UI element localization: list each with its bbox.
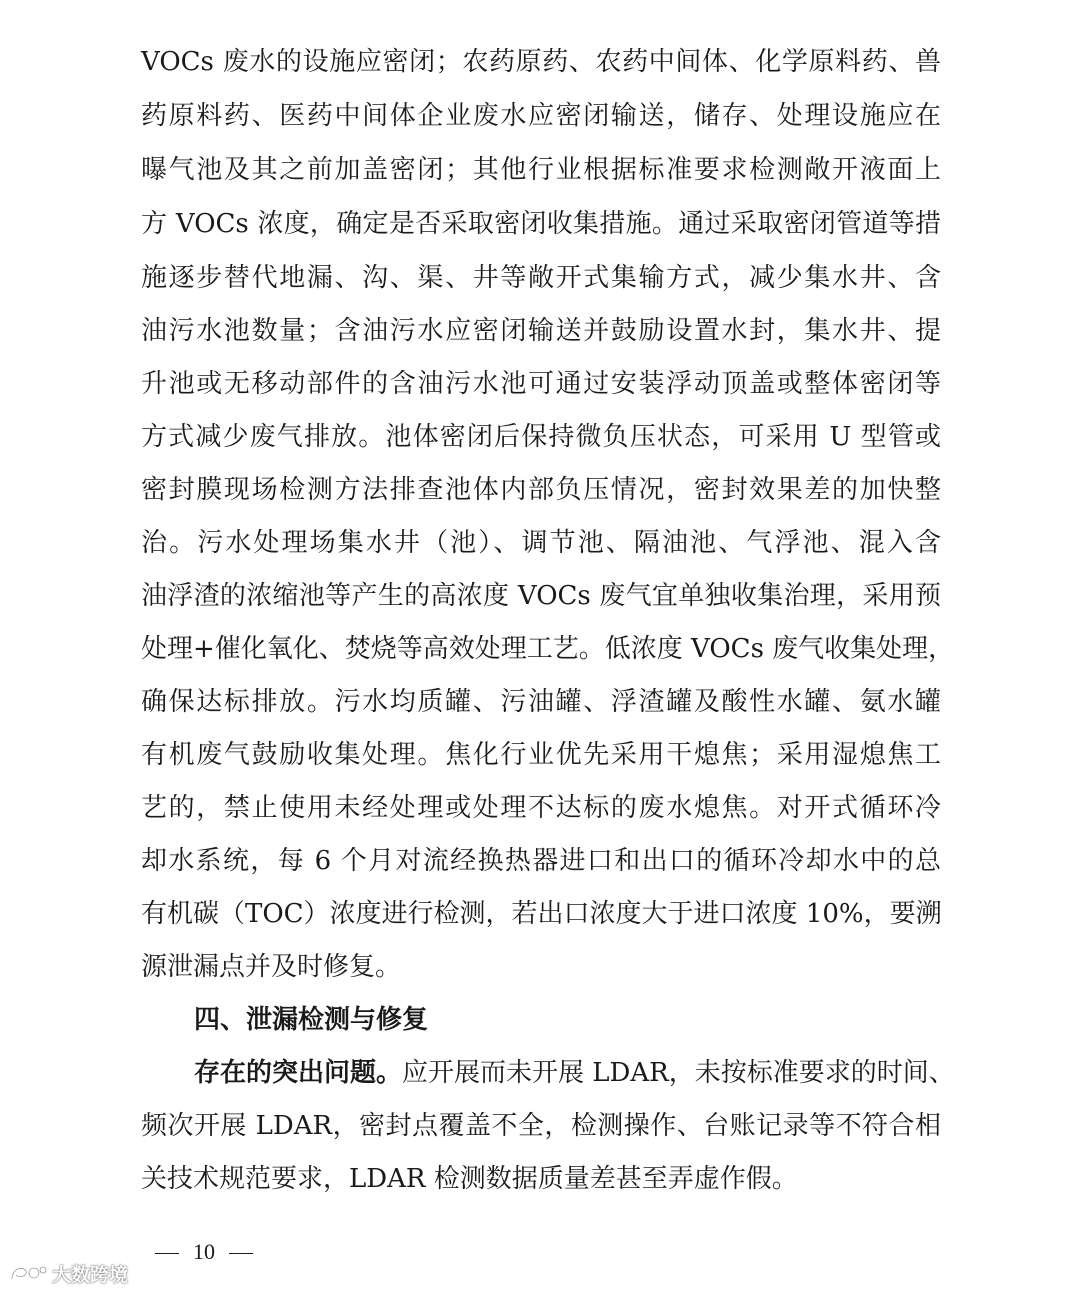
body-line-1: VOCs 废水的设施应密闭；农药原药、农药中间体、化学原料药、兽 xyxy=(141,47,941,77)
problem-label: 存在的突出问题。 xyxy=(194,1058,403,1088)
problem-line-3: 关技术规范要求，LDAR 检测数据质量差甚至弄虚作假。 xyxy=(141,1164,798,1194)
watermark xyxy=(8,1258,128,1288)
watermark-text: 大数跨境 xyxy=(52,1263,129,1286)
section-heading: 四、泄漏检测与修复 xyxy=(194,1005,429,1035)
footer-dash-left xyxy=(155,1253,179,1254)
body-line-16: 却水系统，每 6 个月对流经换热器进口和出口的循环冷却水中的总 xyxy=(141,846,941,876)
body-line-14: 有机废气鼓励收集处理。焦化行业优先采用干熄焦；采用湿熄焦工 xyxy=(141,740,941,770)
body-line-15: 艺的，禁止使用未经处理或处理不达标的废水熄焦。对开式循环冷 xyxy=(141,793,941,823)
body-line-6: 油污水池数量；含油污水应密闭输送并鼓励设置水封，集水井、提 xyxy=(141,316,941,346)
body-line-8: 方式减少废气排放。池体密闭后保持微负压状态，可采用 U 型管或 xyxy=(141,422,941,452)
body-line-12: 处理+催化氧化、焚烧等高效处理工艺。低浓度 VOCs 废气收集处理， xyxy=(141,634,955,664)
page-number: 10 xyxy=(193,1239,215,1264)
problem-first-line-text: 应开展而未开展 LDAR，未按标准要求的时间、 xyxy=(402,1058,955,1088)
body-line-17: 有机碳（TOC）浓度进行检测，若出口浓度大于进口浓度 10%，要溯 xyxy=(141,899,942,929)
body-line-5: 施逐步替代地漏、沟、渠、井等敞开式集输方式，减少集水井、含 xyxy=(141,263,941,293)
footer-dash-right xyxy=(229,1253,253,1254)
body-line-9: 密封膜现场检测方法排查池体内部负压情况，密封效果差的加快整 xyxy=(141,475,941,505)
body-line-18: 源泄漏点并及时修复。 xyxy=(141,952,402,982)
body-line-4: 方 VOCs 浓度，确定是否采取密闭收集措施。通过采取密闭管道等措 xyxy=(141,209,941,239)
body-line-7: 升池或无移动部件的含油污水池可通过安装浮动顶盖或整体密闭等 xyxy=(141,369,941,399)
page-footer xyxy=(141,1238,267,1266)
watermark-logo-icon xyxy=(8,1261,48,1285)
body-line-10: 治。污水处理场集水井（池）、调节池、隔油池、气浮池、混入含 xyxy=(141,528,941,558)
body-line-11: 油浮渣的浓缩池等产生的高浓度 VOCs 废气宜单独收集治理，采用预 xyxy=(141,581,941,611)
problem-paragraph-first-line xyxy=(194,1056,955,1090)
body-line-3: 曝气池及其之前加盖密闭；其他行业根据标准要求检测敞开液面上 xyxy=(141,155,941,185)
body-line-13: 确保达标排放。污水均质罐、污油罐、浮渣罐及酸性水罐、氨水罐 xyxy=(141,687,941,717)
problem-line-2: 频次开展 LDAR，密封点覆盖不全，检测操作、台账记录等不符合相 xyxy=(141,1111,941,1141)
body-line-2: 药原料药、医药中间体企业废水应密闭输送，储存、处理设施应在 xyxy=(141,101,941,131)
